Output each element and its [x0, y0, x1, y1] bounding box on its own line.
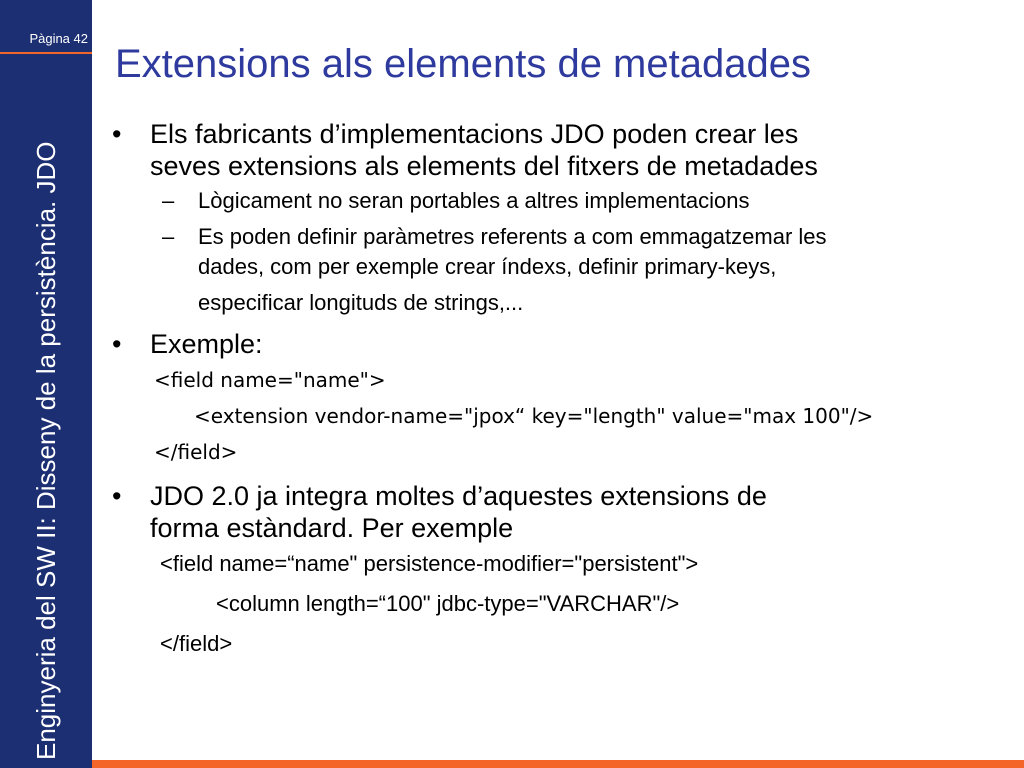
sidebar-title-area	[0, 60, 92, 760]
bullet-line: seves extensions als elements del fitxers de metadades	[150, 151, 818, 181]
bottom-accent-bar	[92, 760, 1024, 768]
sub-bullet-line: Es poden definir paràmetres referents a com emmagatzemar les	[198, 224, 827, 249]
code-line: <field name=“name" persistence-modifier="persistent">	[160, 551, 699, 576]
bullet-1	[112, 118, 1012, 318]
page-number: Pàgina 42	[29, 31, 88, 46]
bullet-3	[112, 480, 1012, 664]
slide-title: Extensions als elements de metadades	[115, 42, 811, 86]
bullet-icon: •	[112, 119, 122, 149]
dash-icon: –	[162, 224, 175, 249]
bullet-line: forma estàndard. Per exemple	[150, 513, 514, 543]
sidebar-divider	[0, 52, 92, 54]
code-line: <column length=“100" jdbc-type="VARCHAR"/>	[216, 591, 680, 616]
bullet-text	[112, 328, 1012, 360]
sub-bullet-line: Lògicament no seran portables a altres implementacions	[198, 188, 750, 213]
dash-icon: –	[162, 188, 175, 213]
sub-bullet-1	[112, 186, 1012, 216]
bullet-line: Els fabricants d’implementacions JDO poden crear les	[150, 119, 799, 149]
code-line: <extension vendor-name="jpox“ key="length" value="max 100"/>	[194, 404, 874, 428]
code-example-1	[112, 362, 1012, 470]
bullet-text	[112, 118, 1012, 182]
bullet-icon: •	[112, 329, 122, 359]
sub-bullet-line: especificar longituds de strings,...	[198, 290, 524, 315]
sidebar	[0, 0, 92, 768]
code-line: </field>	[154, 440, 238, 464]
course-title: Enginyeria del SW II: Disseny de la persistència. JDO	[31, 141, 61, 760]
bullet-icon: •	[112, 481, 122, 511]
code-line: </field>	[160, 631, 233, 656]
sub-bullet-2	[112, 222, 1012, 318]
sub-bullet-line: dades, com per exemple crear índexs, definir primary-keys,	[198, 254, 777, 279]
bullet-2	[112, 328, 1012, 470]
bullet-line: Exemple:	[150, 329, 263, 359]
bullet-line: JDO 2.0 ja integra moltes d’aquestes extensions de	[150, 481, 767, 511]
code-example-2	[112, 544, 1012, 664]
bullet-text	[112, 480, 1012, 544]
slide-content	[112, 118, 1012, 664]
code-line: <field name="name">	[154, 368, 386, 392]
